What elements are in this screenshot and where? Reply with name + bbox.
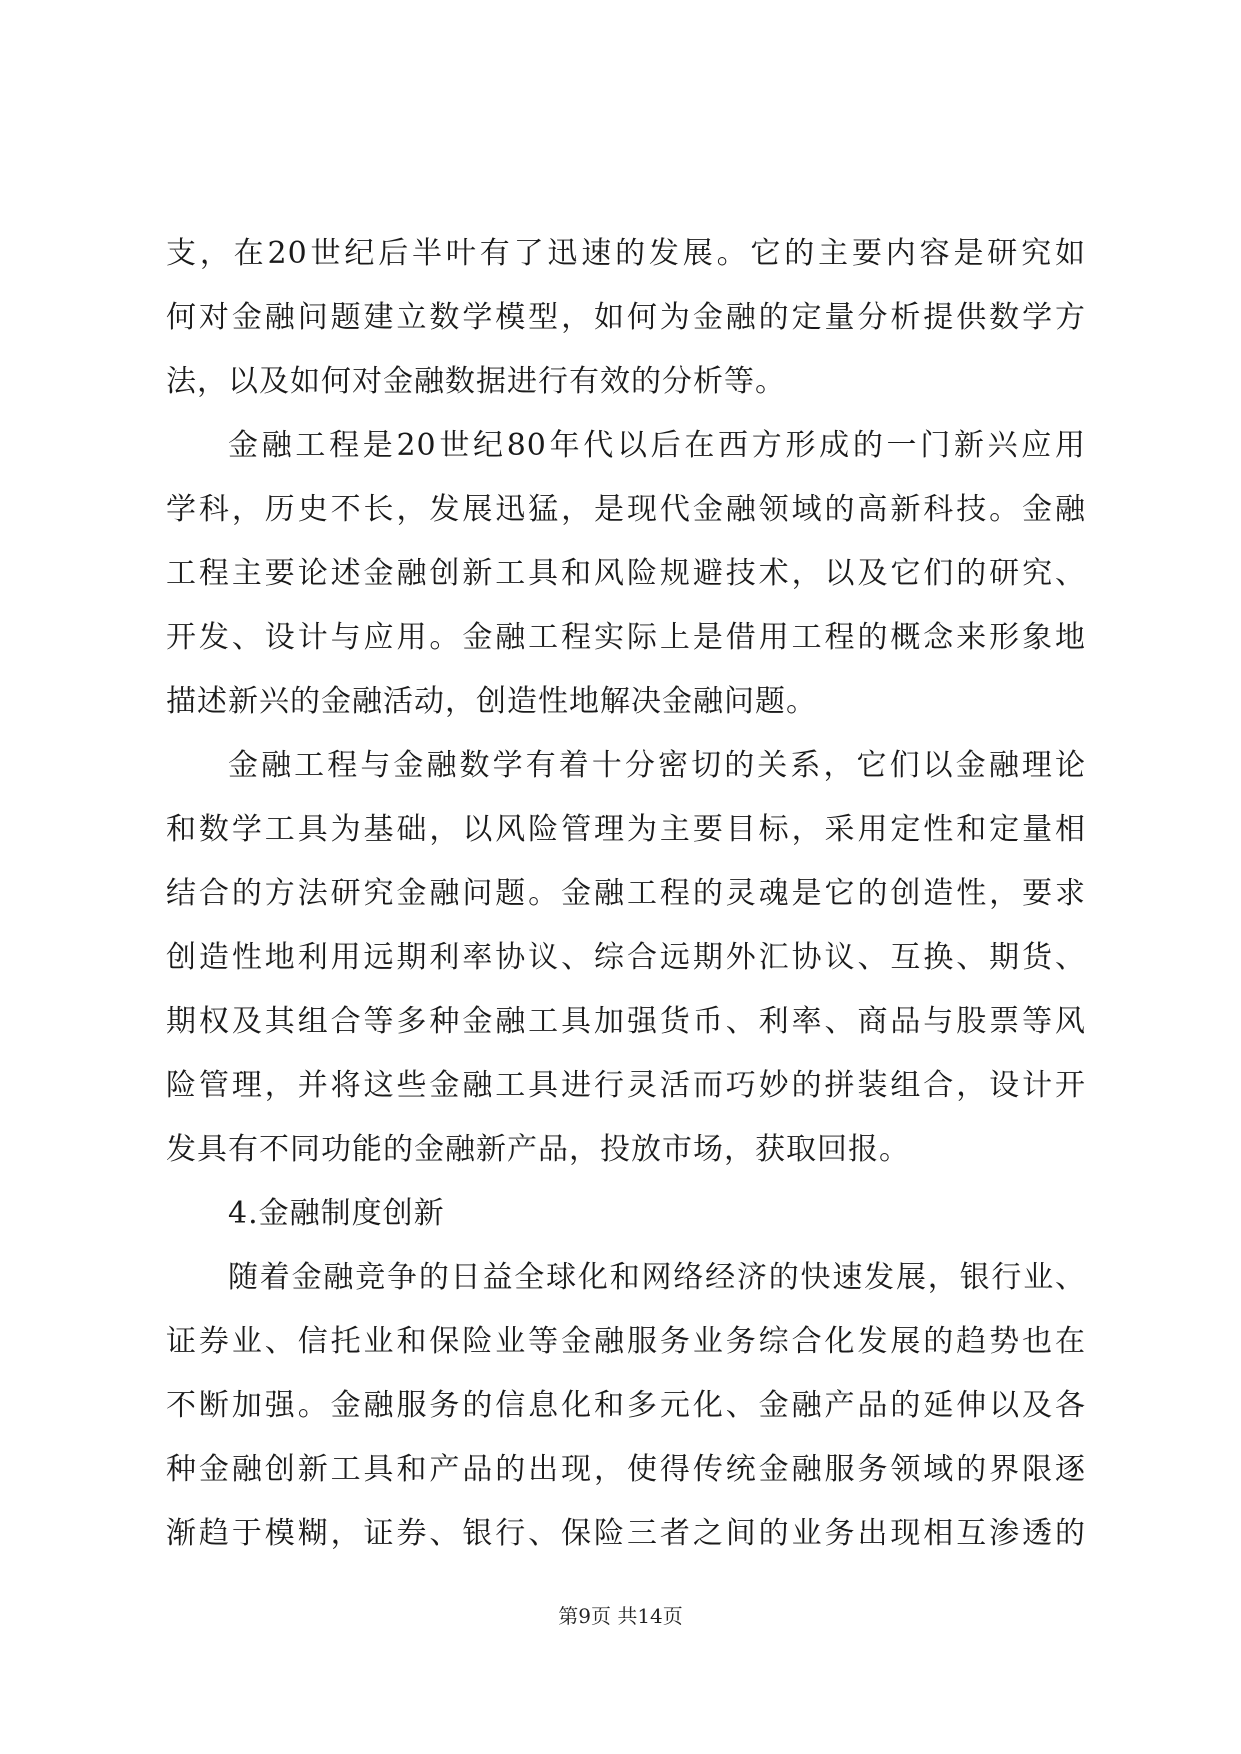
page-number-footer: 第9页 共14页: [558, 1604, 683, 1628]
text-line: 描述新兴的金融活动，创造性地解决金融问题。: [166, 684, 817, 719]
text-line: 支，在20世纪后半叶有了迅速的发展。它的主要内容是研究如: [166, 236, 1086, 271]
text-line: 证券业、信托业和保险业等金融服务业务综合化发展的趋势也在: [166, 1324, 1086, 1359]
text-line: 开发、设计与应用。金融工程实际上是借用工程的概念来形象地: [166, 620, 1086, 655]
text-line: 学科，历史不长，发展迅猛，是现代金融领域的高新科技。金融: [166, 492, 1086, 527]
text-line: 种金融创新工具和产品的出现，使得传统金融服务领域的界限逐: [166, 1452, 1086, 1487]
text-line: 工程主要论述金融创新工具和风险规避技术，以及它们的研究、: [166, 556, 1086, 591]
section-heading: 4.金融制度创新: [228, 1196, 445, 1231]
text-line: 不断加强。金融服务的信息化和多元化、金融产品的延伸以及各: [166, 1388, 1086, 1423]
text-line: 金融工程与金融数学有着十分密切的关系，它们以金融理论: [228, 748, 1086, 783]
text-line: 险管理，并将这些金融工具进行灵活而巧妙的拼装组合，设计开: [166, 1068, 1086, 1103]
text-line: 发具有不同功能的金融新产品，投放市场，获取回报。: [166, 1132, 910, 1167]
text-line: 金融工程是20世纪80年代以后在西方形成的一门新兴应用: [228, 428, 1086, 463]
text-line: 随着金融竞争的日益全球化和网络经济的快速发展，银行业、: [228, 1260, 1086, 1295]
document-body: [166, 222, 1086, 1566]
text-line: 何对金融问题建立数学模型，如何为金融的定量分析提供数学方: [166, 300, 1086, 335]
text-line: 创造性地利用远期利率协议、综合远期外汇协议、互换、期货、: [166, 940, 1086, 975]
text-line: 法，以及如何对金融数据进行有效的分析等。: [166, 364, 786, 399]
text-line: 期权及其组合等多种金融工具加强货币、利率、商品与股票等风: [166, 1004, 1086, 1039]
text-line: 渐趋于模糊，证券、银行、保险三者之间的业务出现相互渗透的: [166, 1516, 1086, 1551]
text-line: 结合的方法研究金融问题。金融工程的灵魂是它的创造性，要求: [166, 876, 1086, 911]
text-line: 和数学工具为基础，以风险管理为主要目标，采用定性和定量相: [166, 812, 1086, 847]
